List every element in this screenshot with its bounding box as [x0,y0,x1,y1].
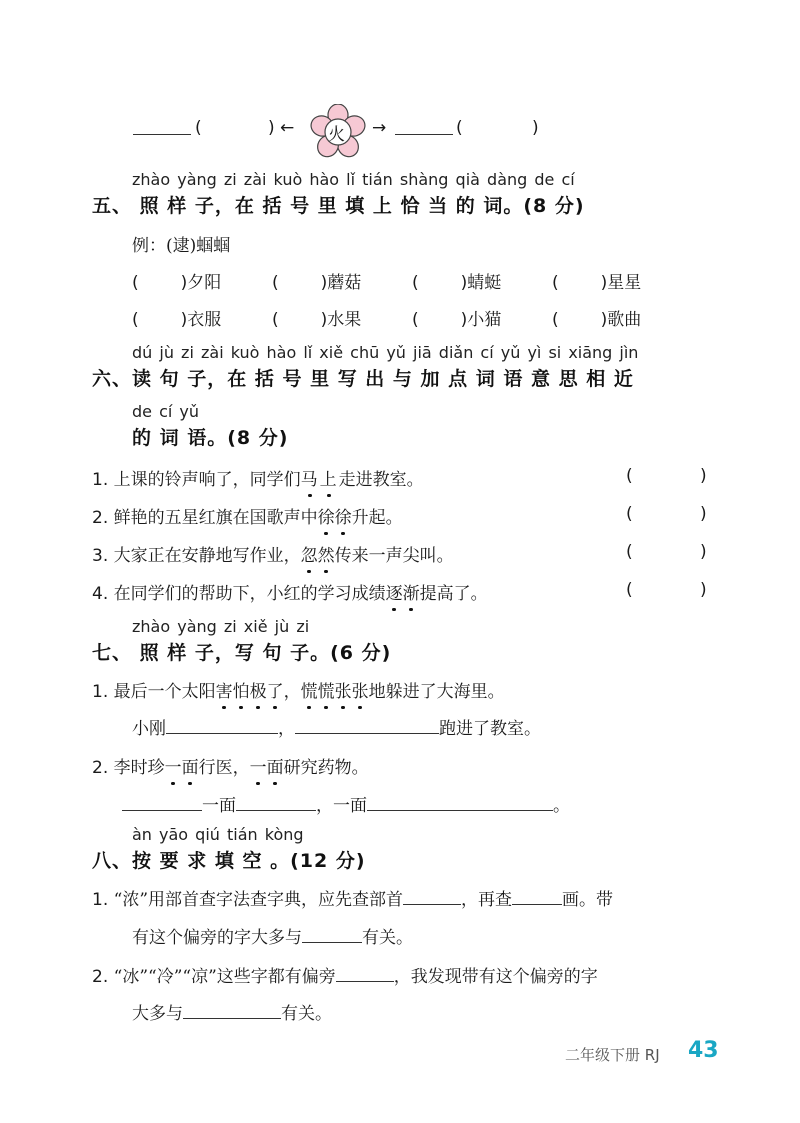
page-number: 43 [688,1038,719,1063]
arrow-right-icon: → [372,118,387,138]
answer-blank[interactable] [166,715,278,734]
top-blank-left[interactable] [133,116,191,139]
sec5-item: 水果 [327,310,362,330]
answer-paren-open: ( [626,504,633,524]
sec5-item: 星星 [607,273,642,293]
sec6-pinyin-2: de cí yǔ [132,402,200,421]
sec7-fill-1: 小刚 ， 跑进了教室。 [132,714,541,739]
sec6-question-4: 4. 在同学们的帮助下，小红的学习成绩逐渐提高了。 [92,579,488,604]
dotted-word: 慌慌张张 [301,682,369,702]
dotted-word: 一面 [250,758,284,778]
answer-blank[interactable] [302,924,362,943]
sec6-title-2: 的 词 语。(8 分) [132,427,289,449]
dotted-word: 逐渐 [386,584,420,604]
sec6-question-3: 3. 大家正在安静地写作业，忽然传来一声尖叫。 [92,541,454,566]
answer-blank[interactable] [122,792,202,811]
sec6-pinyin-1: dú jù zi zài kuò hào lǐ xiě chū yǔ jiā diǎn cí yǔ yì si xiāng jìn [132,343,639,362]
answer-blank[interactable] [336,963,394,982]
sec6-title-1: 六、读 句 子，在 括 号 里 写 出 与 加 点 词 语 意 思 相 近 [92,368,634,390]
top-blank-right[interactable] [395,116,453,139]
sec8-question-1-line2: 有这个偏旁的字大多与 有关。 [132,923,413,948]
answer-paren-open: ( [626,542,633,562]
answer-blank[interactable] [295,715,439,734]
sec7-fill-2: 一面 ，一面 。 [122,791,570,816]
answer-paren-open: ( [626,580,633,600]
sec5-item: 衣服 [187,310,222,330]
sec5-pinyin: zhào yàng zi zài kuò hào lǐ tián shàng qià dàng de cí [132,170,575,189]
answer-paren-open: ( [626,466,633,486]
sec6-question-2: 2. 鲜艳的五星红旗在国歌声中徐徐升起。 [92,503,403,528]
dotted-word: 徐徐 [318,508,352,528]
sec8-question-2: 2. “冰”“冷”“凉”这些字都有偏旁 ，我发现带有这个偏旁的字 [92,962,598,987]
top-paren-right-close: ) [532,118,539,138]
answer-blank[interactable] [403,886,461,905]
answer-blank[interactable] [236,792,316,811]
sec7-title: 七、 照 样 子，写 句 子。(6 分) [92,642,392,664]
sec7-question-1: 1. 最后一个太阳害怕极了，慌慌张张地躲进了大海里。 [92,677,505,702]
sec8-pinyin: àn yāo qiú tián kòng [132,825,304,844]
sec8-title: 八、按 要 求 填 空 。(12 分) [92,850,366,872]
answer-paren-close: ) [700,580,707,600]
sec5-item: 歌曲 [607,310,642,330]
sec5-item: 夕阳 [187,273,222,293]
sec5-item: 蘑菇 [327,273,362,293]
sec5-example: 例：(逮)蝈蝈 [132,236,231,256]
top-paren-left-open: ( [195,118,202,138]
sec6-question-1: 1. 上课的铃声响了，同学们马上走进教室。 [92,465,424,490]
answer-paren-close: ) [700,466,707,486]
flower-center-char: 火 [328,125,345,145]
answer-blank[interactable] [367,792,553,811]
sec8-question-1: 1. “浓”用部首查字法查字典，应先查部首 ，再查 画。带 [92,885,613,910]
answer-blank[interactable] [183,1000,281,1019]
sec5-row1: ( )夕阳 ( )蘑菇 ( )蜻蜓 ( )星星 [132,273,642,293]
dotted-word: 害怕极了 [216,682,284,702]
sec7-pinyin: zhào yàng zi xiě jù zi [132,617,310,636]
dotted-word: 一面 [165,758,199,778]
dotted-word: 马上 [301,470,339,490]
sec5-item: 蜻蜓 [467,273,502,293]
arrow-left-icon: ← [280,118,295,138]
sec5-title: 五、 照 样 子，在 括 号 里 填 上 恰 当 的 词。(8 分) [92,195,585,217]
dotted-word: 忽然 [301,546,335,566]
sec5-row2: ( )衣服 ( )水果 ( )小猫 ( )歌曲 [132,310,642,330]
top-paren-right-open: ( [456,118,463,138]
answer-paren-close: ) [700,504,707,524]
answer-blank[interactable] [512,886,562,905]
sec8-question-2-line2: 大多与 有关。 [132,999,332,1024]
sec7-question-2: 2. 李时珍一面行医，一面研究药物。 [92,753,369,778]
sec5-item: 小猫 [467,310,502,330]
answer-paren-close: ) [700,542,707,562]
top-paren-left-close: ) [268,118,275,138]
footer-label: 二年级下册 RJ [565,1046,660,1064]
